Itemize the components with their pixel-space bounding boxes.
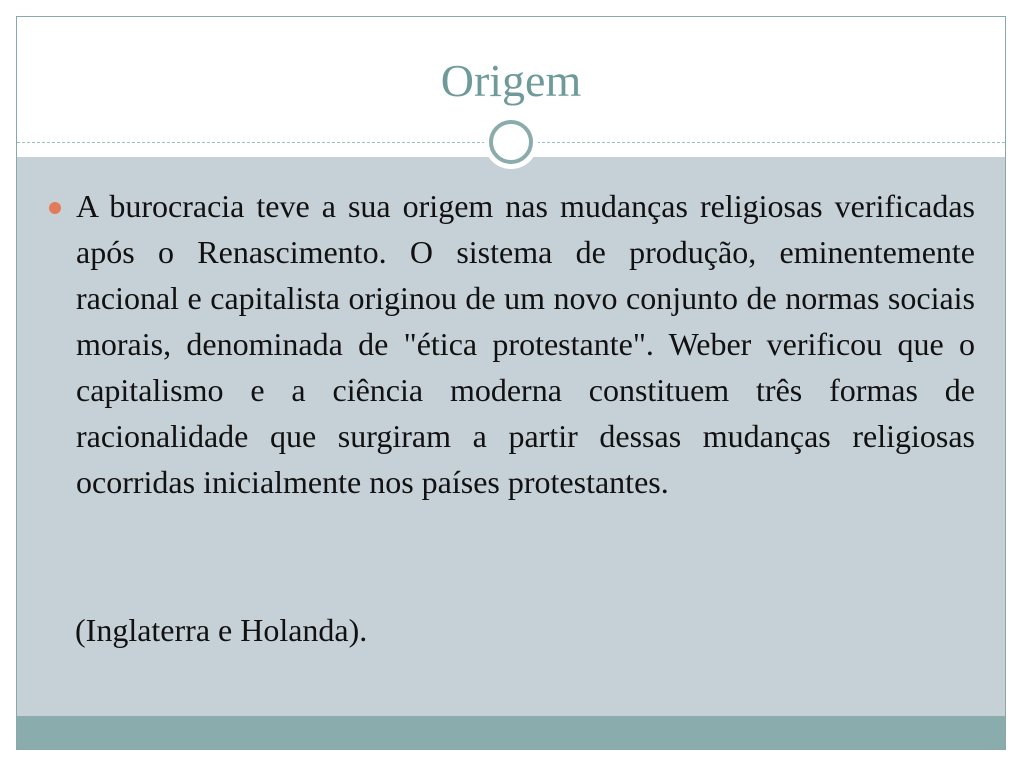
bullet-item [49, 183, 975, 505]
ring-icon [489, 120, 533, 164]
continuation-text: (Inglaterra e Holanda). [75, 612, 368, 648]
circle-ornament-icon [484, 115, 538, 169]
bullet-text: A burocracia teve a sua origem nas mudanças religiosas verificadas após o Renascimento. O sistema de produção, eminentemente racional e capitalista originou de um novo conjunto de normas sociais morais, denominada de "ética protestante". Weber verificou que o capitalismo e a ciência moderna constituem três formas de racionalidade que surgiram a partir dessas mudanças religiosas ocorridas inicialmente nos países protestantes. [76, 188, 975, 500]
footer-band [17, 716, 1005, 750]
slide-title: Origem [440, 55, 582, 106]
bullet-dot-icon [49, 202, 61, 214]
slide-frame [16, 16, 1006, 750]
